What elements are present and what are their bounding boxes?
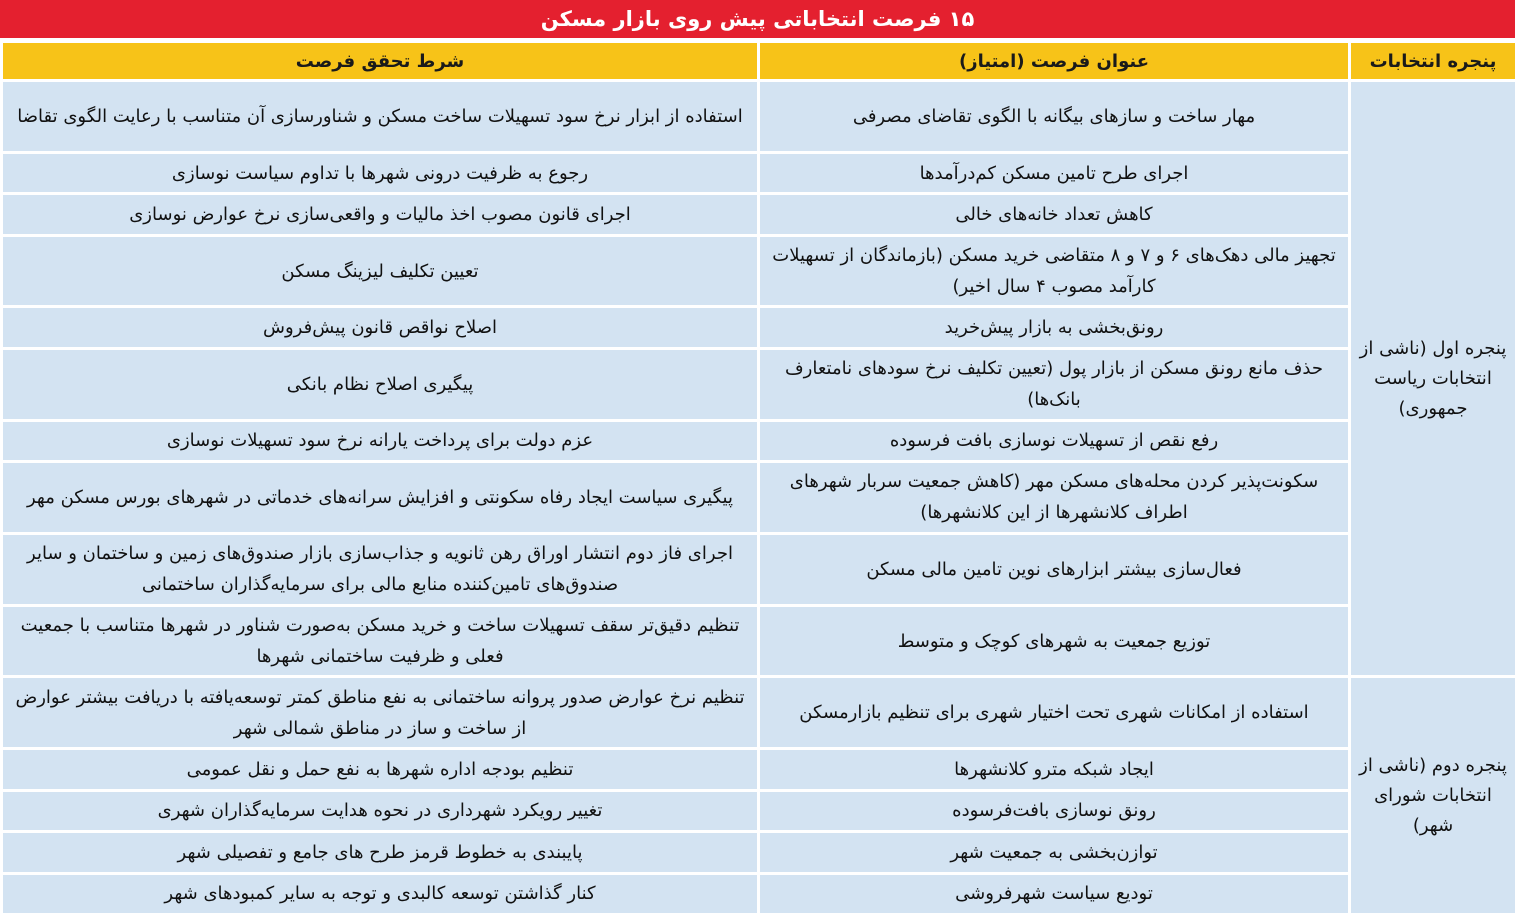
condition-cell: رجوع به ظرفیت درونی شهرها با تداوم سیاست نوسازی [3,154,757,192]
condition-cell: تنظیم دقیق‌تر سقف تسهیلات ساخت و خرید مسکن به‌صورت شناور در شهرها متناسب با جمعیت فعلی و ظرفیت ساختمانی شهرها [3,607,757,676]
condition-cell: تغییر رویکرد شهرداری در نحوه هدایت سرمایه‌گذاران شهری [3,792,757,830]
opportunity-cell: ایجاد شبکه مترو کلانشهرها [760,750,1348,788]
condition-cell: پیگیری اصلاح نظام بانکی [3,350,757,419]
table-row [3,308,1515,346]
table-row [3,195,1515,233]
header-condition: شرط تحقق فرصت [3,43,757,79]
table-row [3,535,1515,604]
condition-cell: اصلاح نواقص قانون پیش‌فروش [3,308,757,346]
header-opportunity: عنوان فرصت (امتیاز) [760,43,1348,79]
condition-cell: پایبندی به خطوط قرمز طرح های جامع و تفصیلی شهر [3,833,757,871]
condition-cell: کنار گذاشتن توسعه کالبدی و توجه به سایر کمبودهای شهر [3,875,757,913]
table-row [3,350,1515,419]
header-window: پنجره انتخابات [1351,43,1515,79]
table-row [3,82,1515,151]
table-row [3,678,1515,747]
opportunity-cell: مهار ساخت و سازهای بیگانه با الگوی تقاضای مصرفی [760,82,1348,151]
condition-cell: اجرای قانون مصوب اخذ مالیات و واقعی‌سازی نرخ عوارض نوسازی [3,195,757,233]
condition-cell: اجرای فاز دوم انتشار اوراق رهن ثانویه و جذاب‌سازی بازار صندوق‌های زمین و ساختمان و سایر صندوق‌های تامین‌کننده منابع مالی برای سرمایه‌گذاران ساختمانی [3,535,757,604]
condition-cell: عزم دولت برای پرداخت یارانه نرخ سود تسهیلات نوسازی [3,422,757,460]
opportunity-cell: فعال‌سازی بیشتر ابزارهای نوین تامین مالی مسکن [760,535,1348,604]
header-row [3,43,1515,79]
table-row [3,154,1515,192]
table-row [3,607,1515,676]
opportunities-table [0,40,1515,916]
window-second: پنجره دوم (ناشی از انتخابات شورای شهر) [1351,678,1515,913]
opportunity-cell: کاهش تعداد خانه‌های خالی [760,195,1348,233]
condition-cell: تنظیم نرخ عوارض صدور پروانه ساختمانی به نفع مناطق کمتر توسعه‌یافته با دریافت بیشتر عوارض از ساخت و ساز در مناطق شمالی شهر [3,678,757,747]
table-row [3,463,1515,532]
opportunity-cell: تجهیز مالی دهک‌های ۶ و ۷ و ۸ متقاضی خرید مسکن (بازماندگان از تسهیلات کارآمد مصوب ۴ سال اخیر) [760,237,1348,306]
table-row [3,422,1515,460]
table-row [3,237,1515,306]
table-row [3,792,1515,830]
condition-cell: تعیین تکلیف لیزینگ مسکن [3,237,757,306]
opportunity-cell: استفاده از امکانات شهری تحت اختیار شهری برای تنظیم بازارمسکن [760,678,1348,747]
opportunity-cell: رفع نقص از تسهیلات نوسازی بافت فرسوده [760,422,1348,460]
table-title: ۱۵ فرصت انتخاباتی پیش روی بازار مسکن [0,0,1515,38]
table-row [3,833,1515,871]
opportunity-cell: رونق نوسازی بافت‌فرسوده [760,792,1348,830]
opportunity-cell: توزیع جمعیت به شهرهای کوچک و متوسط [760,607,1348,676]
table-row [3,875,1515,913]
opportunity-cell: تودیع سیاست شهرفروشی [760,875,1348,913]
condition-cell: پیگیری سیاست ایجاد رفاه سکونتی و افزایش سرانه‌های خدماتی در شهرهای بورس مسکن مهر [3,463,757,532]
opportunity-cell: رونق‌بخشی به بازار پیش‌خرید [760,308,1348,346]
condition-cell: تنظیم بودجه اداره شهرها به نفع حمل و نقل عمومی [3,750,757,788]
table-row [3,750,1515,788]
condition-cell: استفاده از ابزار نرخ سود تسهیلات ساخت مسکن و شناورسازی آن متناسب با رعایت الگوی تقاضا [3,82,757,151]
window-first: پنجره اول (ناشی از انتخابات ریاست جمهوری) [1351,82,1515,675]
opportunity-cell: توازن‌بخشی به جمعیت شهر [760,833,1348,871]
opportunity-cell: سکونت‌پذیر کردن محله‌های مسکن مهر (کاهش جمعیت سربار شهرهای اطراف کلانشهرها از این کلانشهرها) [760,463,1348,532]
opportunity-cell: اجرای طرح تامین مسکن کم‌درآمدها [760,154,1348,192]
opportunity-cell: حذف مانع رونق مسکن از بازار پول (تعیین تکلیف نرخ سودهای نامتعارف بانک‌ها) [760,350,1348,419]
